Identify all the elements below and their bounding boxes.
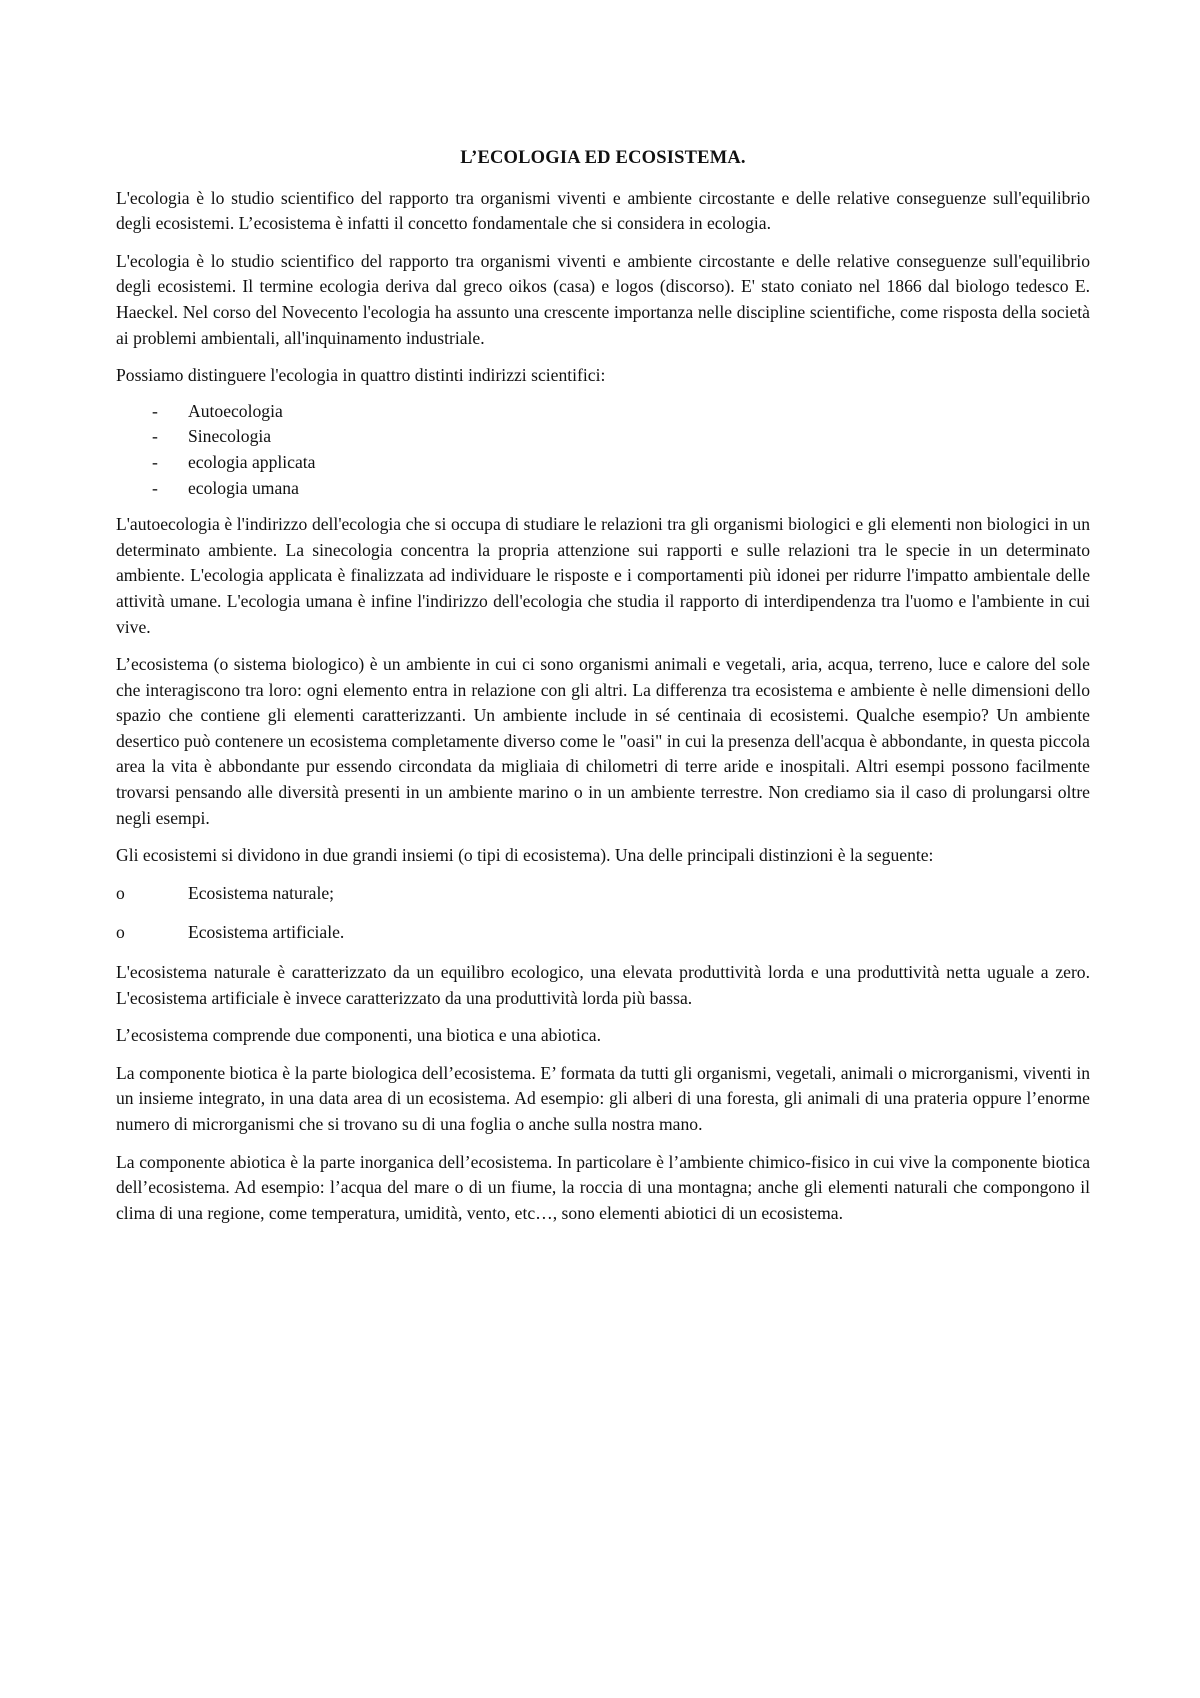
- list-item-label: Autoecologia: [188, 400, 283, 421]
- list-item-label: Sinecologia: [188, 426, 272, 447]
- ecology-branches-list: [116, 399, 1090, 501]
- dash-bullet: -: [152, 451, 158, 472]
- list-item-label: ecologia applicata: [188, 451, 316, 472]
- paragraph-components: L’ecosistema comprende due componenti, una biotica e una abiotica.: [116, 1025, 601, 1046]
- paragraph-intro-1: L'ecologia è lo studio scientifico del rapporto tra organismi viventi e ambiente circostante e delle relative conseguenze sull'equilibrio degli ecosistemi. L’ecosistema è infatti il concetto fondamentale che si considera in ecologia.: [116, 187, 1090, 234]
- paragraph-ecosystem-types: Gli ecosistemi si dividono in due grandi insiemi (o tipi di ecosistema). Una delle principali distinzioni è la seguente:: [116, 845, 934, 866]
- dash-bullet: -: [152, 426, 158, 447]
- list-item: [116, 920, 1090, 946]
- list-item: [116, 399, 1090, 425]
- paragraph-abiotic: La componente abiotica è la parte inorganica dell’ecosistema. In particolare è l’ambiente chimico-fisico in cui vive la componente biotica dell’ecosistema. Ad esempio: l’acqua del mare o di un fiume, la roccia di una montagna; anche gli elementi naturali che compongono il clima di una regione, come temperatura, umidità, vento, etc…, sono elementi abiotici di un ecosistema.: [116, 1151, 1090, 1223]
- paragraph-intro-2: L'ecologia è lo studio scientifico del rapporto tra organismi viventi e ambiente circostante e delle relative conseguenze sull'equilibrio degli ecosistemi. Il termine ecologia deriva dal greco oikos (casa) e logos (discorso). E' stato coniato nel 1866 dal biologo tedesco E. Haeckel. Nel corso del Novecento l'ecologia ha assunto una crescente importanza nelle discipline scientifiche, come risposta della società ai problemi ambientali, all'inquinamento industriale.: [116, 250, 1090, 348]
- paragraph-natural-vs-artificial: L'ecosistema naturale è caratterizzato da un equilibro ecologico, una elevata produttività lorda e una produttività netta uguale a zero. L'ecosistema artificiale è invece caratterizzato da una produttività lorda più bassa.: [116, 962, 1090, 1008]
- dash-bullet: -: [152, 400, 158, 421]
- list-item-label: Ecosistema naturale;: [188, 882, 335, 903]
- list-item: [116, 424, 1090, 450]
- dash-bullet: -: [152, 477, 158, 498]
- circle-bullet: o: [116, 882, 125, 903]
- list-item: [116, 476, 1090, 502]
- paragraph-biotic: La componente biotica è la parte biologica dell’ecosistema. E’ formata da tutti gli organismi, vegetali, animali o microrganismi, viventi in un insieme integrato, in una data area di un ecosistema. Ad esempio: gli alberi di una foresta, gli animali di una prateria oppure l’enorme numero di microrganismi che si trovano su di una foglia o anche sulla nostra mano.: [116, 1062, 1090, 1134]
- circle-bullet: o: [116, 922, 125, 943]
- list-item: [116, 450, 1090, 476]
- document-page: [116, 146, 1090, 1238]
- ecosystem-types-list: [116, 881, 1090, 946]
- list-item: [116, 881, 1090, 907]
- document-title: L’ECOLOGIA ED ECOSISTEMA.: [460, 148, 746, 168]
- paragraph-ecosystem-definition: L’ecosistema (o sistema biologico) è un ambiente in cui ci sono organismi animali e vegetali, aria, acqua, terreno, luce e calore del sole che interagiscono tra loro: ogni elemento entra in relazione con gli altri. La differenza tra ecosistema e ambiente è nelle dimensioni dello spazio che contiene gli elementi caratterizzanti. Un ambiente include in sé centinaia di ecosistemi. Qualche esempio? Un ambiente desertico può contenere un ecosistema completamente diverso come le "oasi" in cui la presenza dell'acqua è abbondante, in questa piccola area la vita è abbondante pur essendo circondata da migliaia di chilometri di terre aride e inospitali. Altri esempi possono facilmente trovarsi pensando alle diversità presenti in un ambiente marino o in un ambiente terrestre. Non crediamo sia il caso di prolungarsi oltre negli esempi.: [116, 654, 1090, 828]
- list-intro: Possiamo distinguere l'ecologia in quattro distinti indirizzi scientifici:: [116, 365, 606, 386]
- list-item-label: Ecosistema artificiale.: [188, 922, 345, 943]
- paragraph-branches: L'autoecologia è l'indirizzo dell'ecologia che si occupa di studiare le relazioni tra gli organismi biologici e gli elementi non biologici in un determinato ambiente. La sinecologia concentra la propria attenzione sui rapporti e sulle relazioni tra le specie in un determinato ambiente. L'ecologia applicata è finalizzata ad individuare le risposte e i comportamenti più idonei per ridurre l'impatto ambientale delle attività umane. L'ecologia umana è infine l'indirizzo dell'ecologia che studia il rapporto di interdipendenza tra l'uomo e l'ambiente in cui vive.: [116, 514, 1090, 637]
- list-item-label: ecologia umana: [188, 477, 299, 498]
